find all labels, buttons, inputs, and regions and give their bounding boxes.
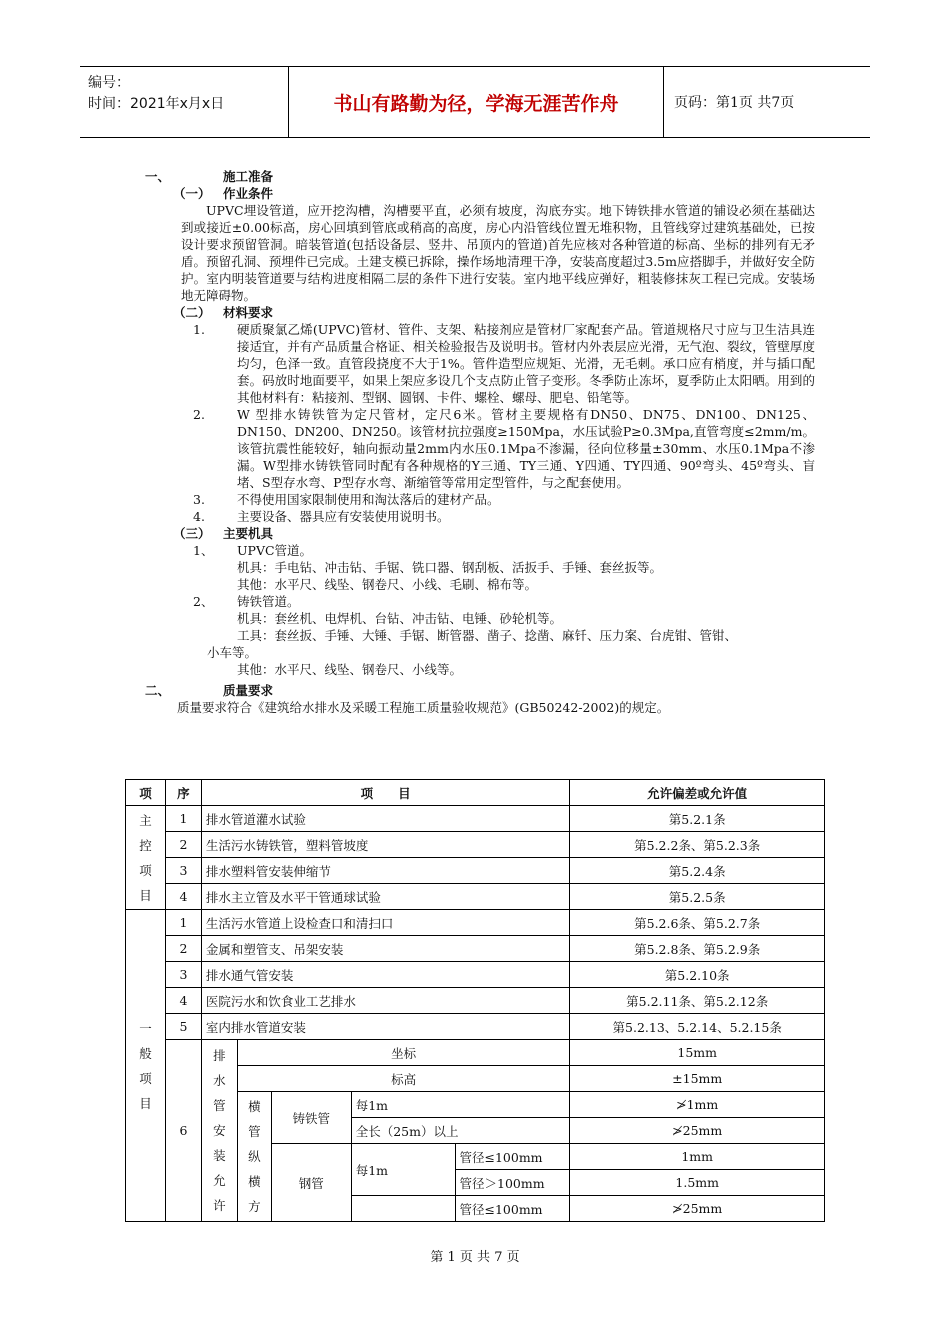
col-header-item: 项 [126,780,166,806]
full-length-value: ≯25mm [570,1118,825,1144]
col-header-value: 允许偏差或允许值 [570,780,825,806]
paragraph: 质量要求符合《建筑给水排水及采暖工程施工质量验收规范》(GB50242-2002)的规定。 [177,700,670,715]
row-value: 第5.2.4条 [570,858,825,884]
header-page-number: 页码：第1页 共7页 [674,95,795,111]
diameter-value: ≯25mm [570,1196,825,1222]
row-name: 室内排水管道安装 [201,1014,569,1040]
label-char: 装 [213,1148,226,1163]
tool-line: 机具：手电钻、冲击钻、手锯、铣口器、钢刮板、活扳手、手锤、套丝扳等。 [237,560,663,575]
label-char: 水 [213,1073,226,1088]
label-char: 一 [139,1020,152,1036]
subsection-title: 作业条件 [223,186,274,201]
diameter-label: 管径≤100mm [455,1144,570,1170]
list-text: 不得使用国家限制使用和淘汰落后的建材产品。 [237,492,500,507]
paragraph: UPVC埋设管道，应开挖沟槽，沟槽要平直，必须有坡度，沟底夯实。地下铸铁排水管道的铺设必须在基础达到或接近±0.00标高，房心回填到管底或稍高的高度，房心内沿管线位置无堆积物，且管线穿过建筑基础处，已按设计要求预留管洞。暗装管道(包括设备层、竖井、吊顶内的管道)首先应核对各种管道的标高、坐标的排列有无矛盾。预留孔洞、预埋件已完成。土建支模已拆除，操作场地清理干净，安装高度超过3.5m应搭脚手，并做好安全防护。室内明装管道要与结构进度相隔二层的条件下进行安装。室内地平线应弹好，粗装修抹灰工程已完成。安装场地无障碍物。 [181,203,815,303]
page-footer: 第 1 页 共 7 页 [430,1250,520,1265]
table-row [126,832,825,858]
row-seq: 4 [165,988,201,1014]
label-char: 纵 [248,1149,261,1164]
label-char: 方 [248,1199,261,1214]
row-seq: 1 [165,806,201,832]
tool-line: 小车等。 [207,645,258,660]
table-row [126,988,825,1014]
label-char: 管 [248,1124,261,1139]
row-seq: 4 [165,884,201,910]
row-name: 排水塑料管安装伸缩节 [201,858,569,884]
subsection-number: （三） [173,526,211,541]
diameter-label: 管径≤100mm [455,1196,570,1222]
row-value: 第5.2.5条 [570,884,825,910]
document-body [145,168,815,716]
list-text: 主要设备、器具应有安装使用说明书。 [237,509,450,524]
label-char: 许 [213,1198,226,1213]
coordinate-value: 15mm [570,1040,825,1066]
main-control-label [126,806,166,910]
row-seq: 2 [165,936,201,962]
install-tolerance-label [201,1040,237,1222]
list-number: 2. [193,407,205,422]
list-item [193,542,815,559]
list-text: UPVC管道。 [237,543,313,558]
page-header [80,66,870,138]
list-number: 1、 [193,543,214,558]
label-char: 项 [139,862,152,878]
steel-pipe-label: 钢管 [271,1144,351,1222]
row-value: 第5.2.8条、第5.2.9条 [570,936,825,962]
row-value: 第5.2.2条、第5.2.3条 [570,832,825,858]
subsection-title: 材料要求 [223,305,274,320]
row-name: 排水管道灌水试验 [201,806,569,832]
label-char: 目 [139,887,152,903]
subsection-heading [173,304,815,321]
diameter-value: 1.5mm [570,1170,825,1196]
row-name: 排水主立管及水平干管通球试验 [201,884,569,910]
label-char: 目 [139,1095,152,1111]
col-header-seq: 序 [165,780,201,806]
row-seq: 1 [165,910,201,936]
elevation-value: ±15mm [570,1066,825,1092]
list-number: 3. [193,492,205,507]
empty-cell [351,1196,455,1222]
label-char: 般 [139,1045,152,1061]
label-char: 主 [139,812,152,828]
table-row [126,1014,825,1040]
header-meta [80,67,289,137]
tool-line: 其他：水平尺、线坠、钢卷尺、小线等。 [237,662,463,677]
row-seq: 3 [165,962,201,988]
row-value: 第5.2.13、5.2.14、5.2.15条 [570,1014,825,1040]
section-title: 施工准备 [223,169,274,184]
table-header-row [126,780,825,806]
table-row [126,858,825,884]
elevation-label: 标高 [237,1066,570,1092]
table-row [126,936,825,962]
cast-iron-label: 铸铁管 [271,1092,351,1144]
section-heading [145,168,815,185]
subsection-number: （一） [173,186,211,201]
list-item [193,491,815,508]
horizontal-pipe-label [237,1092,271,1222]
row-name: 排水通气管安装 [201,962,569,988]
table-row [126,806,825,832]
list-item [193,593,815,610]
label-char: 横 [248,1099,261,1114]
section-number: 一、 [145,169,171,184]
coordinate-label: 坐标 [237,1040,570,1066]
table-row [126,962,825,988]
row-value: 第5.2.1条 [570,806,825,832]
row-seq: 3 [165,858,201,884]
row-name: 生活污水铸铁管，塑料管坡度 [201,832,569,858]
doc-code: 编号： [88,75,130,91]
quality-table [125,779,825,1222]
row-value: 第5.2.11条、第5.2.12条 [570,988,825,1014]
subsection-number: （二） [173,305,211,320]
full-length-label: 全长（25m）以上 [351,1118,570,1144]
subsection-heading [173,185,815,202]
section-title: 质量要求 [223,683,274,698]
label-char: 管 [213,1098,226,1113]
row-seq: 6 [165,1040,201,1222]
section-number: 二、 [145,683,171,698]
label-char: 排 [213,1048,226,1063]
tool-line: 其他：水平尺、线坠、钢卷尺、小线、毛刷、棉布等。 [237,577,538,592]
doc-date: 时间：2021年x月x日 [88,96,225,112]
label-char: 控 [139,837,152,853]
tool-line: 工具：套丝扳、手锤、大锤、手锯、断管器、凿子、捻凿、麻钎、压力案、台虎钳、管钳、 [237,628,738,643]
table-row [126,1040,825,1066]
diameter-value: 1mm [570,1144,825,1170]
list-number: 4. [193,509,205,524]
list-text: W 型排水铸铁管为定尺管材，定尺6米。管材主要规格有DN50、DN75、DN100、DN125、DN150、DN200、DN250。该管材抗拉强度≥150Mpa，水压试验P≥0.3Mpa,直管弯度≤2mm/m。该管抗震性能较好，轴向振动量2mm内水压0.1Mpa不渗漏，径向位移量±30mm、水压0.1Mpa不渗漏。W型排水铸铁管同时配有各种规格的Y三通、TY三通、Y四通、TY四通、90º弯头、45º弯头、盲堵、S型存水弯、P型存水弯、渐缩管等常用定型管件，与之配套使用。 [237,407,815,490]
label-char: 项 [139,1070,152,1086]
section-heading [145,682,815,699]
col-header-name: 项 目 [201,780,569,806]
tool-line: 机具：套丝机、电焊机、台钻、冲击钻、电锤、砂轮机等。 [237,611,563,626]
diameter-label: 管径＞100mm [455,1170,570,1196]
table-row [126,910,825,936]
list-text: 铸铁管道。 [237,594,300,609]
list-item [193,406,815,491]
list-item [193,508,815,525]
list-text: 硬质聚氯乙烯(UPVC)管材、管件、支架、粘接剂应是管材厂家配套产品。管道规格尺寸应与卫生洁具连接适宜，并有产品质量合格证、相关检验报告及说明书。管材内外表层应光滑，无气泡、裂纹，管壁厚度均匀，色泽一致。直管段挠度不大于1%。管件造型应规矩、光滑，无毛刺。承口应有梢度，并与插口配套。码放时地面要平，如果上架应多设几个支点防止管子变形。冬季防止冻坏，夏季防止太阳晒。用到的其他材料有：粘接剂、型钢、圆钢、卡件、螺栓、螺母、肥皂、铅笔等。 [237,322,815,405]
row-value: 第5.2.10条 [570,962,825,988]
per-meter-label: 每1m [351,1144,455,1196]
label-char: 允 [213,1173,226,1188]
row-name: 生活污水管道上设检查口和清扫口 [201,910,569,936]
row-name: 金属和塑管支、吊架安装 [201,936,569,962]
list-number: 1. [193,322,205,337]
per-meter-label: 每1m [351,1092,570,1118]
list-item [193,321,815,406]
header-motto: 书山有路勤为径，学海无涯苦作舟 [289,67,664,137]
list-number: 2、 [193,594,214,609]
label-char: 安 [213,1123,226,1138]
subsection-title: 主要机具 [223,526,274,541]
per-meter-value: ≯1mm [570,1092,825,1118]
table-row [126,884,825,910]
subsection-heading [173,525,815,542]
label-char: 横 [248,1174,261,1189]
row-seq: 2 [165,832,201,858]
row-name: 医院污水和饮食业工艺排水 [201,988,569,1014]
row-seq: 5 [165,1014,201,1040]
row-value: 第5.2.6条、第5.2.7条 [570,910,825,936]
general-item-label [126,910,166,1222]
